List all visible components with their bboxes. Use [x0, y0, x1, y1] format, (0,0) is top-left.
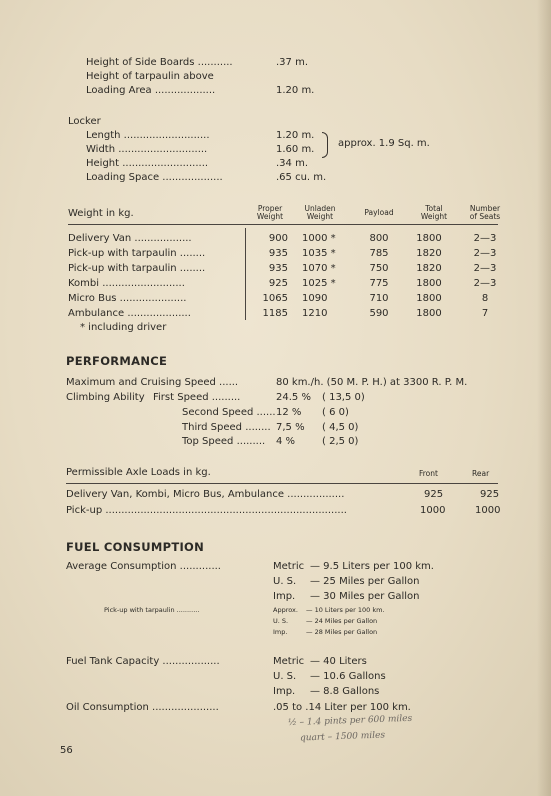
weight-cell: 1800	[416, 308, 442, 319]
axle-title: Permissible Axle Loads in kg.	[66, 467, 211, 478]
weight-cell: 1000 *	[302, 233, 336, 244]
axle-header-rule	[66, 483, 498, 484]
weight-cell: 935	[268, 248, 288, 259]
header-proper-1: Proper	[257, 204, 283, 213]
weight-cell: 1025 *	[302, 278, 336, 289]
weight-header-rule	[68, 224, 498, 225]
weight-cell: 8	[481, 293, 489, 304]
locker-area-note: approx. 1.9 Sq. m.	[338, 138, 430, 149]
pickup-unit: U. S.	[273, 617, 289, 625]
weight-row-name: Micro Bus .....................	[68, 293, 187, 304]
gear-percent: 7,5 %	[276, 422, 305, 433]
header-total-1: Total	[425, 204, 443, 213]
tank-unit: Imp.	[273, 686, 296, 697]
header-seats-1: Number	[469, 204, 501, 213]
weight-cell: 1090	[302, 293, 328, 304]
weight-cell: 7	[481, 308, 489, 319]
pickup-value: — 10 Liters per 100 km.	[306, 606, 385, 614]
weight-cell: 1800	[416, 233, 442, 244]
pickup-label: Pick-up with tarpaulin ...........	[104, 606, 200, 614]
weight-title: Weight in kg.	[68, 208, 134, 219]
axle-front-value: 925	[424, 489, 444, 500]
page-number: 56	[60, 745, 73, 756]
header-total-2: Weight	[420, 212, 448, 221]
tank-label: Fuel Tank Capacity ..................	[66, 656, 220, 667]
oil-label: Oil Consumption .....................	[66, 702, 219, 713]
header-seats-2: of Seats	[469, 212, 501, 221]
locker-height-value: .34 m.	[276, 158, 309, 169]
tank-unit: U. S.	[273, 671, 297, 682]
axle-rear-value: 1000	[475, 505, 501, 516]
pickup-unit: Imp.	[273, 628, 288, 636]
tank-value: — 40 Liters	[310, 656, 367, 667]
weight-cell: 1210	[302, 308, 328, 319]
locker-brace	[322, 132, 328, 158]
loading-area-value: 1.20 m.	[276, 85, 315, 96]
weight-cell: 800	[369, 233, 389, 244]
weight-cell: 1800	[416, 278, 442, 289]
axle-row-name: Pick-up ............................................................................	[66, 505, 347, 516]
handwritten-note-line-1: ½ – 1.4 pints per 600 miles	[287, 713, 413, 729]
locker-space-value: .65 cu. m.	[276, 172, 327, 183]
side-boards-value: .37 m.	[276, 57, 309, 68]
weight-cell: 2—3	[473, 248, 497, 259]
header-unladen-1: Unladen	[304, 204, 336, 213]
weight-row-name: Kombi ..........................	[68, 278, 185, 289]
avg-value: — 9.5 Liters per 100 km.	[310, 561, 434, 572]
weight-row-name: Pick-up with tarpaulin ........	[68, 263, 206, 274]
pickup-value: — 24 Miles per Gallon	[306, 617, 378, 625]
tank-value: — 10.6 Gallons	[310, 671, 386, 682]
axle-front-value: 1000	[420, 505, 446, 516]
locker-width-label: Width ............................	[86, 144, 208, 155]
locker-length-value: 1.20 m.	[276, 130, 315, 141]
weight-cell: 1070 *	[302, 263, 336, 274]
avg-consumption-label: Average Consumption .............	[66, 561, 221, 572]
avg-unit: Metric	[273, 561, 305, 572]
avg-value: — 30 Miles per Gallon	[310, 591, 420, 602]
header-payload: Payload	[364, 208, 394, 217]
weight-cell: 710	[369, 293, 389, 304]
gear-percent: 12 %	[276, 407, 302, 418]
locker-height-label: Height ...........................	[86, 158, 209, 169]
loading-area-label: Loading Area ...................	[86, 85, 216, 96]
oil-value: .05 to .14 Liter per 100 km.	[273, 702, 411, 713]
climbing-label: Climbing Ability	[66, 392, 145, 403]
weight-cell: 1820	[416, 263, 442, 274]
weight-cell: 925	[268, 278, 288, 289]
handwritten-note-line-2: quart – 1500 miles	[299, 730, 386, 744]
axle-front-header: Front	[419, 469, 438, 478]
weight-cell: 1035 *	[302, 248, 336, 259]
max-speed-value: 80 km./h. (50 M. P. H.) at 3300 R. P. M.	[276, 377, 468, 388]
avg-value: — 25 Miles per Gallon	[310, 576, 420, 587]
weight-cell: 900	[268, 233, 288, 244]
weight-cell: 750	[369, 263, 389, 274]
locker-width-value: 1.60 m.	[276, 144, 315, 155]
weight-cell: 785	[369, 248, 389, 259]
side-boards-label: Height of Side Boards ...........	[86, 57, 233, 68]
gear-label: Second Speed ......	[182, 407, 276, 418]
weight-cell: 2—3	[473, 263, 497, 274]
gear-label: Top Speed .........	[182, 436, 266, 447]
avg-unit: U. S.	[273, 576, 297, 587]
weight-cell: 1065	[262, 293, 288, 304]
weight-footnote: * including driver	[80, 322, 167, 333]
locker-title: Locker	[68, 116, 101, 127]
gear-degrees: ( 6 0)	[322, 407, 349, 418]
gear-degrees: ( 2,5 0)	[322, 436, 359, 447]
axle-rear-header: Rear	[472, 469, 490, 478]
weight-cell: 590	[369, 308, 389, 319]
tarpaulin-label: Height of tarpaulin above	[86, 71, 214, 82]
gear-percent: 24.5 %	[276, 392, 311, 403]
gear-percent: 4 %	[276, 436, 296, 447]
weight-cell: 2—3	[473, 278, 497, 289]
axle-rear-value: 925	[480, 489, 500, 500]
weight-row-name: Ambulance ....................	[68, 308, 191, 319]
weight-row-name: Pick-up with tarpaulin ........	[68, 248, 206, 259]
pickup-unit: Approx.	[273, 606, 298, 614]
weight-cell: 1800	[416, 293, 442, 304]
weight-cell: 1820	[416, 248, 442, 259]
header-proper-2: Weight	[256, 212, 284, 221]
weight-cell: 2—3	[473, 233, 497, 244]
weight-cell: 1185	[262, 308, 288, 319]
weight-cell: 775	[369, 278, 389, 289]
gear-label: First Speed .........	[153, 392, 241, 403]
axle-row-name: Delivery Van, Kombi, Micro Bus, Ambulance ..................	[66, 489, 345, 500]
gear-label: Third Speed ........	[182, 422, 271, 433]
locker-space-label: Loading Space ...................	[86, 172, 223, 183]
fuel-heading: FUEL CONSUMPTION	[66, 540, 205, 554]
header-unladen-2: Weight	[306, 212, 334, 221]
gear-degrees: ( 13,5 0)	[322, 392, 365, 403]
tank-value: — 8.8 Gallons	[310, 686, 380, 697]
max-speed-label: Maximum and Cruising Speed ......	[66, 377, 239, 388]
gear-degrees: ( 4,5 0)	[322, 422, 359, 433]
pickup-value: — 28 Miles per Gallon	[306, 628, 378, 636]
avg-unit: Imp.	[273, 591, 296, 602]
tank-unit: Metric	[273, 656, 305, 667]
weight-cell: 935	[268, 263, 288, 274]
weight-row-name: Delivery Van ..................	[68, 233, 192, 244]
performance-heading: PERFORMANCE	[66, 354, 168, 368]
locker-length-label: Length ...........................	[86, 130, 210, 141]
